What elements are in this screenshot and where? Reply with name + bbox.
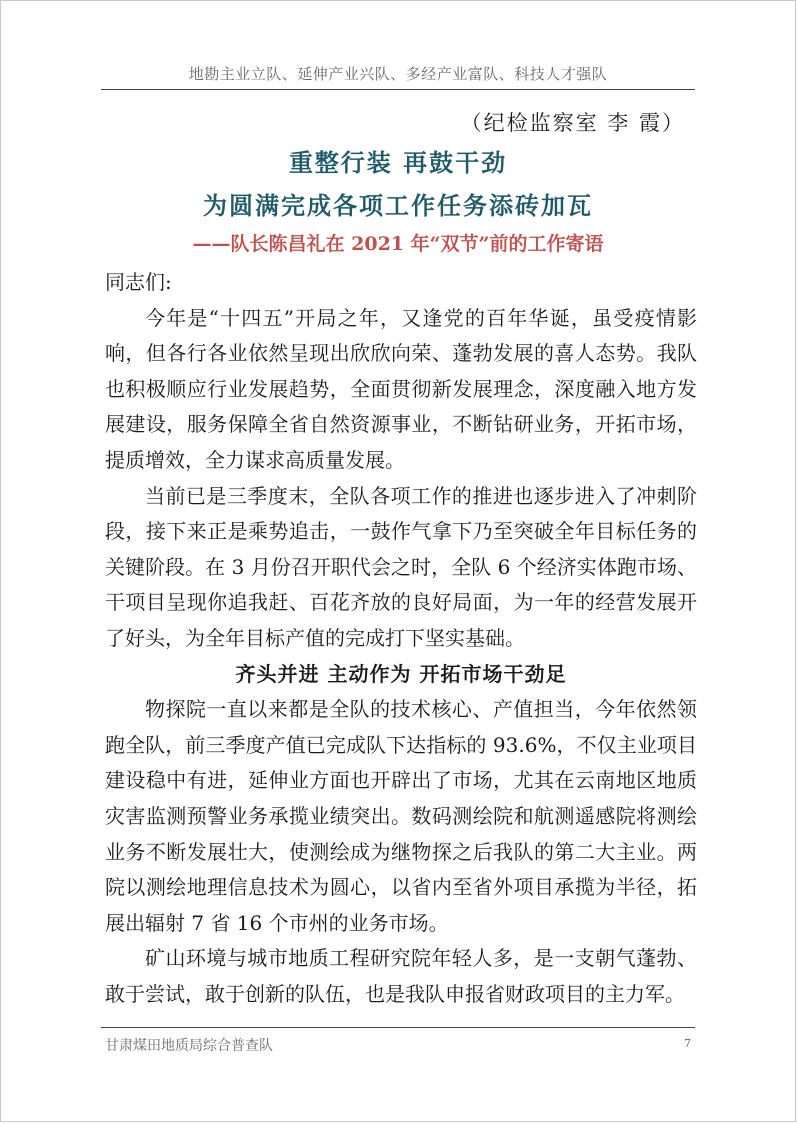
page-number: 7 xyxy=(684,1037,691,1050)
paragraph: 当前已是三季度末，全队各项工作的推进也逐步进入了冲刺阶段，接下来正是乘势追击，一鼓作气拿下乃至突破全年目标任务的关键阶段。在 3 月份召开职代会之时，全队 6 个经济实体跑市场、干项目呈现你追我赶、百花齐放的良好局面，为一年的经营发展开了好头，为全年目标产值的完成打下坚实基础。 xyxy=(105,483,697,650)
salutation: 同志们: xyxy=(105,270,172,294)
article-subtitle: ——队长陈昌礼在 2021 年“双节”前的工作寄语 xyxy=(192,233,604,255)
paragraph: 物探院一直以来都是全队的技术核心、产值担当，今年依然领跑全队，前三季度产值已完成队下达指标的 93.6%，不仅主业项目建设稳中有进，延伸业方面也开辟出了市场，尤其在云南地区地质灾害监测预警业务承揽业绩突出。数码测绘院和航测遥感院将测绘业务不断发展壮大，使测绘成为继物探之后我队的第二大主业。两院以测绘地理信息技术为圆心，以省内至省外项目承揽为半径，拓展出辐射 7 省 16 个市州的业务市场。 xyxy=(105,697,697,935)
footer-divider xyxy=(101,1027,695,1028)
section-heading: 齐头并进 主动作为 开拓市场干劲足 xyxy=(235,661,567,686)
article-title-line-2: 为圆满完成各项工作任务添砖加瓦 xyxy=(203,191,593,220)
paragraph: 矿山环境与城市地质工程研究院年轻人多，是一支朝气蓬勃、敢于尝试，敢于创新的队伍，也是我队申报省财政项目的主力军。 xyxy=(105,946,697,1006)
footer-organization: 甘肃煤田地质局综合普查队 xyxy=(105,1038,273,1054)
paragraph: 今年是“十四五”开局之年，又逢党的百年华诞，虽受疫情影响，但各行各业依然呈现出欣欣向荣、蓬勃发展的喜人态势。我队也积极顺应行业发展趋势，全面贯彻新发展理念，深度融入地方发展建设，服务保障全省自然资源事业，不断钻研业务，开拓市场，提质增效，全力谋求高质量发展。 xyxy=(105,305,697,472)
running-header: 地勘主业立队、延伸产业兴队、多经产业富队、科技人才强队 xyxy=(188,65,608,83)
author-byline: （纪检监察室 李 霞） xyxy=(460,111,685,135)
article-body xyxy=(105,265,697,1012)
article-title-line-1: 重整行装 再鼓干劲 xyxy=(288,148,508,177)
header-divider xyxy=(101,89,695,90)
